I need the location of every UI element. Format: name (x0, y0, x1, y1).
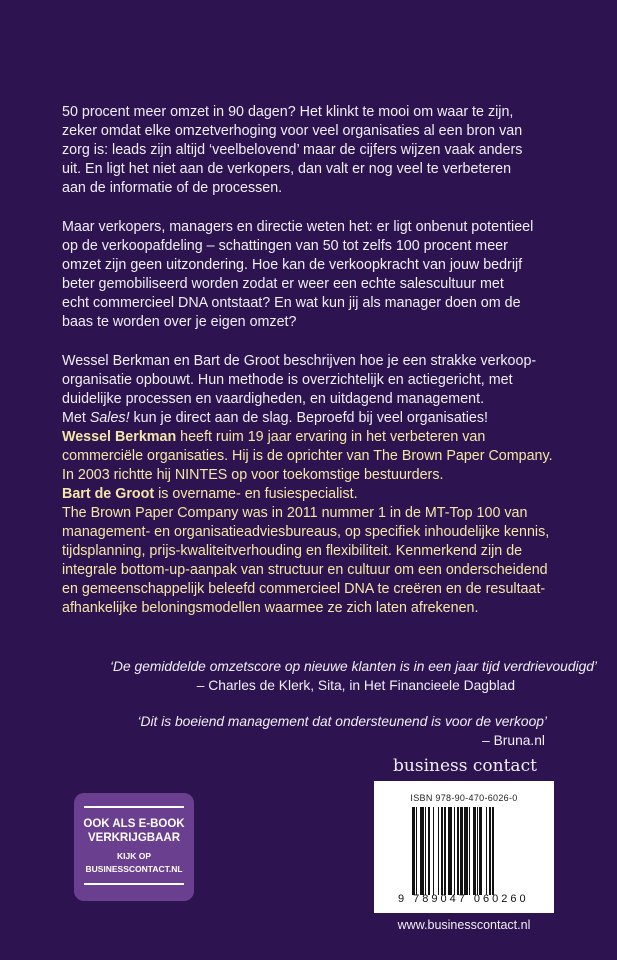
quote-1 (110, 657, 597, 695)
blurb-paragraph-1 (62, 103, 522, 198)
text-line: The Brown Paper Company was in 2011 nummer 1 in de MT-Top 100 van (62, 505, 528, 521)
text-line: organisatie opbouwt. Hun methode is overzichtelijk en actiegericht, met (62, 372, 513, 388)
publisher-logo: business contact (393, 756, 537, 776)
author-bio (62, 428, 553, 618)
text: Met (62, 410, 90, 426)
ebook-line-3: KIJK OP (116, 851, 151, 861)
quote-text: ‘De gemiddelde omzetscore op nieuwe klanten is in een jaar tijd verdrievoudigd’ (109, 659, 597, 674)
quote-2 (137, 712, 547, 750)
divider (84, 806, 184, 808)
text-line: en gemeenschappelijk beleefd commercieel DNA te creëren en de resultaat- (62, 581, 546, 597)
ebook-line-1: OOK ALS E-BOOK (83, 818, 185, 830)
text-line: duidelijke processen en vaardigheden, en uitdagend management. (62, 391, 485, 407)
text: heeft ruim 19 jaar ervaring in het verbeteren van (176, 429, 486, 445)
author-name: Wessel Berkman (62, 429, 177, 445)
ebook-subtext (74, 850, 194, 876)
blurb-paragraph-3 (62, 352, 536, 428)
text: is overname- en fusiespecialist. (154, 486, 358, 502)
divider (84, 883, 184, 885)
text-line: In 2003 richtte hij NINTES op voor toekomstige bestuurders. (62, 467, 444, 483)
text-line: integrale bottom-up-aanpak van structuur en cultuur om een onderscheidend (62, 562, 548, 578)
text-line: uit. En ligt het niet aan de verkopers, dan valt er nog veel te verbeteren (62, 161, 512, 177)
ebook-badge[interactable] (74, 793, 194, 901)
text-line: baas te worden over je eigen omzet? (62, 314, 297, 330)
text-line (62, 485, 553, 504)
text-line (62, 409, 536, 428)
text-line: tijdsplanning, prijs-kwaliteitverhouding en flexibiliteit. Kenmerkend zijn de (62, 543, 523, 559)
text: kun je direct aan de slag. Beproefd bij veel organisaties! (129, 410, 488, 426)
text-line: management- en organisatieadviesbureaus, op specifiek inhoudelijke kennis, (62, 524, 550, 540)
isbn: ISBN 978-90-470-6026-0 (410, 793, 518, 803)
quote-text: ‘Dit is boeiend management dat ondersteunend is voor de verkoop’ (137, 714, 547, 729)
barcode (374, 781, 554, 913)
quote-source: – Charles de Klerk, Sita, in Het Financieele Dagblad (196, 678, 515, 693)
text-line: omzet zijn geen uitzondering. Hoe kan de verkoopkracht van jouw bedrijf (62, 257, 523, 273)
text-line: Wessel Berkman en Bart de Groot beschrijven hoe je een strakke verkoop- (62, 353, 537, 369)
text-line: op de verkoopafdeling – schattingen van 50 tot zelfs 100 procent meer (62, 238, 508, 254)
book-title: Sales! (89, 410, 130, 426)
website-link[interactable]: www.businesscontact.nl (397, 918, 531, 932)
author-name: Bart de Groot (62, 486, 155, 502)
blurb-paragraph-2 (62, 218, 533, 332)
text-line: zorg is: leads zijn altijd ‘veelbelovend’ maar de cijfers wijzen vaak anders (62, 142, 523, 158)
text-line: 50 procent meer omzet in 90 dagen? Het klinkt te mooi om waar te zijn, (62, 104, 514, 120)
ebook-line-2: VERKRIJGBAAR (87, 832, 180, 844)
text-line: Maar verkopers, managers en directie weten het: er ligt onbenut potentieel (62, 219, 534, 235)
text-line: commerciële organisaties. Hij is de oprichter van The Brown Paper Company. (62, 448, 553, 464)
text-line: beter gemobiliseerd worden zodat er weer een echte salescultuur met (62, 276, 504, 292)
barcode-bars (412, 807, 524, 895)
ebook-heading (74, 817, 194, 845)
text-line: aan de informatie of de processen. (62, 180, 283, 196)
ebook-line-4: BUSINESSCONTACT.NL (85, 864, 183, 874)
barcode-number: 9 789047 060260 (398, 893, 529, 905)
text-line: zeker omdat elke omzetverhoging voor veel organisaties al een bron van (62, 123, 523, 139)
quote-source: – Bruna.nl (482, 733, 545, 748)
text-line: afhankelijke beloningsmodellen waarmee ze zich laten afrekenen. (62, 600, 479, 616)
barcode-bar (494, 807, 497, 895)
text-line (62, 428, 553, 447)
text-line: echt commercieel DNA ontstaat? En wat kun jij als manager doen om de (62, 295, 521, 311)
